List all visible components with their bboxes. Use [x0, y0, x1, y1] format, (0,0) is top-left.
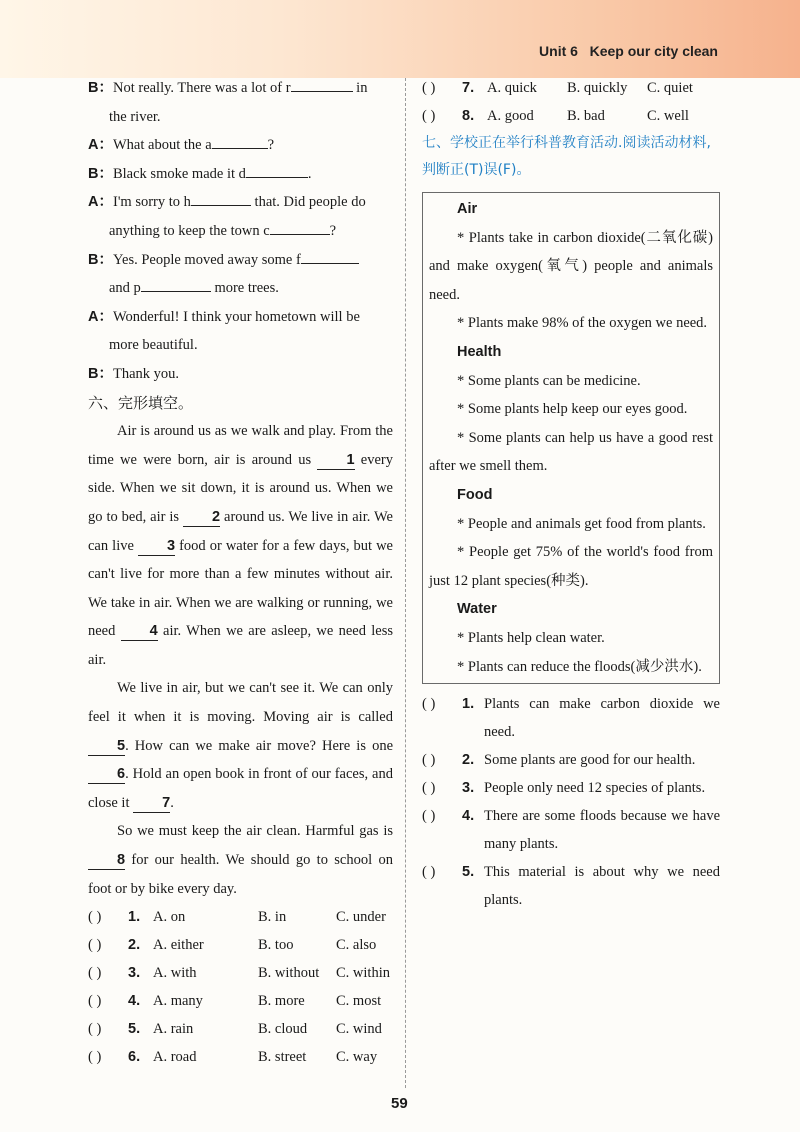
- box-item: * Some plants can help us have a good rest after we smell them.: [429, 429, 713, 475]
- dialogue-line: B：Black smoke made it d .: [88, 160, 393, 189]
- unit-label: Unit 6: [539, 43, 578, 59]
- box-item: * People and animals get food from plants.: [457, 515, 706, 532]
- answer-bracket[interactable]: ( ): [88, 1021, 102, 1038]
- option-row: ( ) 6. A. road B. street C. way: [88, 1043, 393, 1071]
- unit-title: Keep our city clean: [589, 43, 718, 59]
- answer-bracket[interactable]: ( ): [88, 965, 102, 982]
- true-false-list: [422, 690, 720, 914]
- box-heading: Water: [457, 601, 497, 618]
- cloze-paragraph: So we must keep the air clean. Harmful gas is 8 for our health. We should go to school on foot or by bike every day.: [88, 823, 393, 897]
- answer-bracket[interactable]: ( ): [88, 909, 102, 926]
- answer-bracket[interactable]: ( ): [422, 752, 436, 769]
- section-7-title: 七、学校正在举行科普教育活动.阅读活动材料,判断正(T)误(F)。: [422, 135, 711, 178]
- dialogue-line: A：I'm sorry to h that. Did people do: [88, 188, 393, 217]
- box-item: * Plants take in carbon dioxide(二氧化碳) and make oxygen(氧气) people and animals need.: [429, 229, 713, 303]
- option-row: ( ) 2. A. either B. too C. also: [88, 931, 393, 959]
- option-row: ( ) 4. A. many B. more C. most: [88, 987, 393, 1015]
- reading-material-box: [422, 192, 720, 684]
- box-item: * Some plants help keep our eyes good.: [457, 401, 688, 418]
- answer-bracket[interactable]: ( ): [422, 780, 436, 797]
- option-row: ( ) 8. A. good B. bad C. well: [422, 102, 720, 130]
- box-heading: Air: [457, 201, 478, 217]
- section-6-title: 六、完形填空。: [88, 393, 194, 412]
- box-heading: Health: [457, 343, 502, 360]
- answer-blank[interactable]: [212, 134, 268, 149]
- answer-bracket[interactable]: ( ): [422, 80, 436, 96]
- cloze-blank[interactable]: 1: [317, 452, 354, 470]
- unit-header: [539, 43, 718, 59]
- dialogue-line: B：Yes. People moved away some f: [88, 246, 393, 275]
- answer-bracket[interactable]: ( ): [422, 808, 436, 825]
- cloze-options: [88, 903, 393, 1071]
- answer-bracket[interactable]: ( ): [422, 108, 436, 124]
- page-number: 59: [391, 1095, 408, 1112]
- left-column: [88, 74, 393, 1071]
- cloze-blank[interactable]: 6: [88, 766, 125, 784]
- header-band: [0, 0, 800, 78]
- dialogue-line: A：Wonderful! I think your hometown will be: [88, 308, 360, 325]
- dialogue-line: anything to keep the town c ?: [88, 217, 393, 246]
- dialogue-line: the river.: [109, 108, 161, 125]
- answer-blank[interactable]: [141, 277, 211, 292]
- box-item: * Plants can reduce the floods(减少洪水).: [457, 658, 702, 675]
- box-item: * Plants make 98% of the oxygen we need.: [457, 315, 708, 332]
- dialogue-line: A：What about the a ?: [88, 131, 393, 160]
- tf-question: ( ) 2. Some plants are good for our health.: [422, 746, 720, 774]
- answer-bracket[interactable]: ( ): [422, 696, 436, 713]
- answer-bracket[interactable]: ( ): [88, 993, 102, 1010]
- tf-question: ( ) 4. There are some floods because we have many plants.: [422, 802, 720, 858]
- answer-bracket[interactable]: ( ): [422, 864, 436, 881]
- tf-question: ( ) 3. People only need 12 species of plants.: [422, 774, 720, 802]
- option-row: ( ) 7. A. quick B. quickly C. quiet: [422, 74, 720, 102]
- cloze-blank[interactable]: 4: [121, 623, 158, 641]
- answer-blank[interactable]: [301, 249, 359, 264]
- cloze-blank[interactable]: 3: [138, 538, 175, 556]
- box-item: * Plants help clean water.: [457, 629, 605, 646]
- cloze-paragraph: Air is around us as we walk and play. From the time we were born, air is around us 1 every side. When we sit down, it is around us. When we go to bed, air is 2 around us. We live in air. We can live 3 food or water for a few days, but we can't live for more than a few minutes without air. We take in air. When we are walking or running, we need 4 air. When we are asleep, we need less air.: [88, 423, 394, 668]
- tf-question: ( ) 1. Plants can make carbon dioxide we need.: [422, 690, 720, 746]
- dialogue-line: more beautiful.: [109, 337, 198, 354]
- answer-blank[interactable]: [291, 77, 353, 92]
- cloze-blank[interactable]: 7: [133, 795, 170, 813]
- cloze-blank[interactable]: 5: [88, 738, 125, 756]
- option-row: ( ) 1. A. on B. in C. under: [88, 903, 393, 931]
- cloze-paragraph: We live in air, but we can't see it. We can only feel it when it is moving. Moving air is called 5. How can we make air move? Here is one 6. Hold an open book in front of our faces, and close it 7.: [88, 680, 393, 811]
- option-row: ( ) 5. A. rain B. cloud C. wind: [88, 1015, 393, 1043]
- box-item: * Some plants can be medicine.: [457, 372, 641, 389]
- dialogue-line: and p more trees.: [88, 274, 393, 303]
- cloze-blank[interactable]: 2: [183, 509, 220, 527]
- box-item: * People get 75% of the world's food from just 12 plant species(种类).: [429, 544, 713, 589]
- answer-bracket[interactable]: ( ): [88, 1049, 102, 1066]
- cloze-passage: [88, 417, 393, 903]
- option-row: ( ) 3. A. with B. without C. within: [88, 959, 393, 987]
- answer-bracket[interactable]: ( ): [88, 937, 102, 954]
- right-column: [422, 74, 720, 914]
- answer-blank[interactable]: [191, 191, 251, 206]
- answer-blank[interactable]: [246, 163, 308, 178]
- cloze-blank[interactable]: 8: [88, 852, 125, 870]
- dialogue-line: B：Thank you.: [88, 365, 180, 382]
- dialogue-line: B：Not really. There was a lot of r in: [88, 74, 393, 103]
- dialogue: [88, 74, 393, 389]
- box-heading: Food: [457, 486, 493, 503]
- column-divider: [405, 78, 406, 1088]
- tf-question: ( ) 5. This material is about why we need plants.: [422, 858, 720, 914]
- answer-blank[interactable]: [270, 220, 330, 235]
